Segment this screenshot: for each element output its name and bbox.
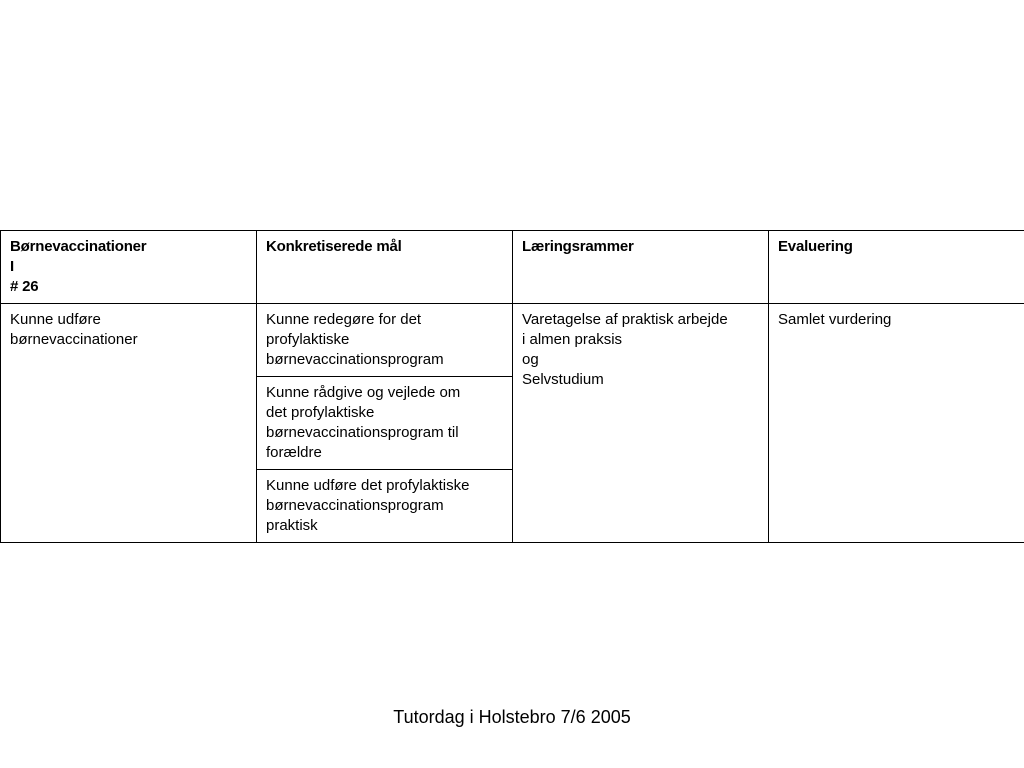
header-evaluation-label: Evaluering <box>778 238 853 255</box>
goal-line: det profylaktiske <box>266 404 375 421</box>
header-cell-learning-frame <box>513 231 769 304</box>
learning-frame-line: og <box>522 351 539 368</box>
goal-line: profylaktiske <box>266 331 350 348</box>
slide-footer: Tutordag i Holstebro 7/6 2005 <box>393 707 631 727</box>
header-cell-goals <box>257 231 513 304</box>
curriculum-table <box>0 230 1024 543</box>
goal-cell <box>257 470 513 543</box>
table-header-row <box>1 231 1024 304</box>
header-cell-evaluation <box>769 231 1024 304</box>
competence-line: Kunne udføre <box>10 311 101 328</box>
goal-line: Kunne rådgive og vejlede om <box>266 384 461 401</box>
goal-line: børnevaccinationsprogram til <box>266 424 459 441</box>
header-goals-label: Konkretiserede mål <box>266 238 402 255</box>
goal-cell <box>257 304 513 377</box>
goal-line: børnevaccinationsprogram <box>266 351 444 368</box>
learning-frame-cell <box>513 304 769 543</box>
header-topic-line: # 26 <box>10 278 39 295</box>
header-cell-topic <box>1 231 257 304</box>
header-learning-frame-label: Læringsrammer <box>522 238 634 255</box>
goal-line: praktisk <box>266 517 318 534</box>
goal-line: Kunne redegøre for det <box>266 311 422 328</box>
goal-line: Kunne udføre det profylaktiske <box>266 477 470 494</box>
competence-cell <box>1 304 257 543</box>
header-topic-line: I <box>10 258 14 275</box>
learning-frame-line: Varetagelse af praktisk arbejde <box>522 311 728 328</box>
goal-line: børnevaccinationsprogram <box>266 497 444 514</box>
learning-frame-line: i almen praksis <box>522 331 623 348</box>
competence-line: børnevaccinationer <box>10 331 138 348</box>
goal-line: forældre <box>266 444 322 461</box>
evaluation-cell <box>769 304 1024 543</box>
learning-frame-line: Selvstudium <box>522 371 604 388</box>
table-row <box>1 304 1024 377</box>
goal-cell <box>257 377 513 470</box>
evaluation-line: Samlet vurdering <box>778 311 892 328</box>
header-topic-line: Børnevaccinationer <box>10 238 147 255</box>
